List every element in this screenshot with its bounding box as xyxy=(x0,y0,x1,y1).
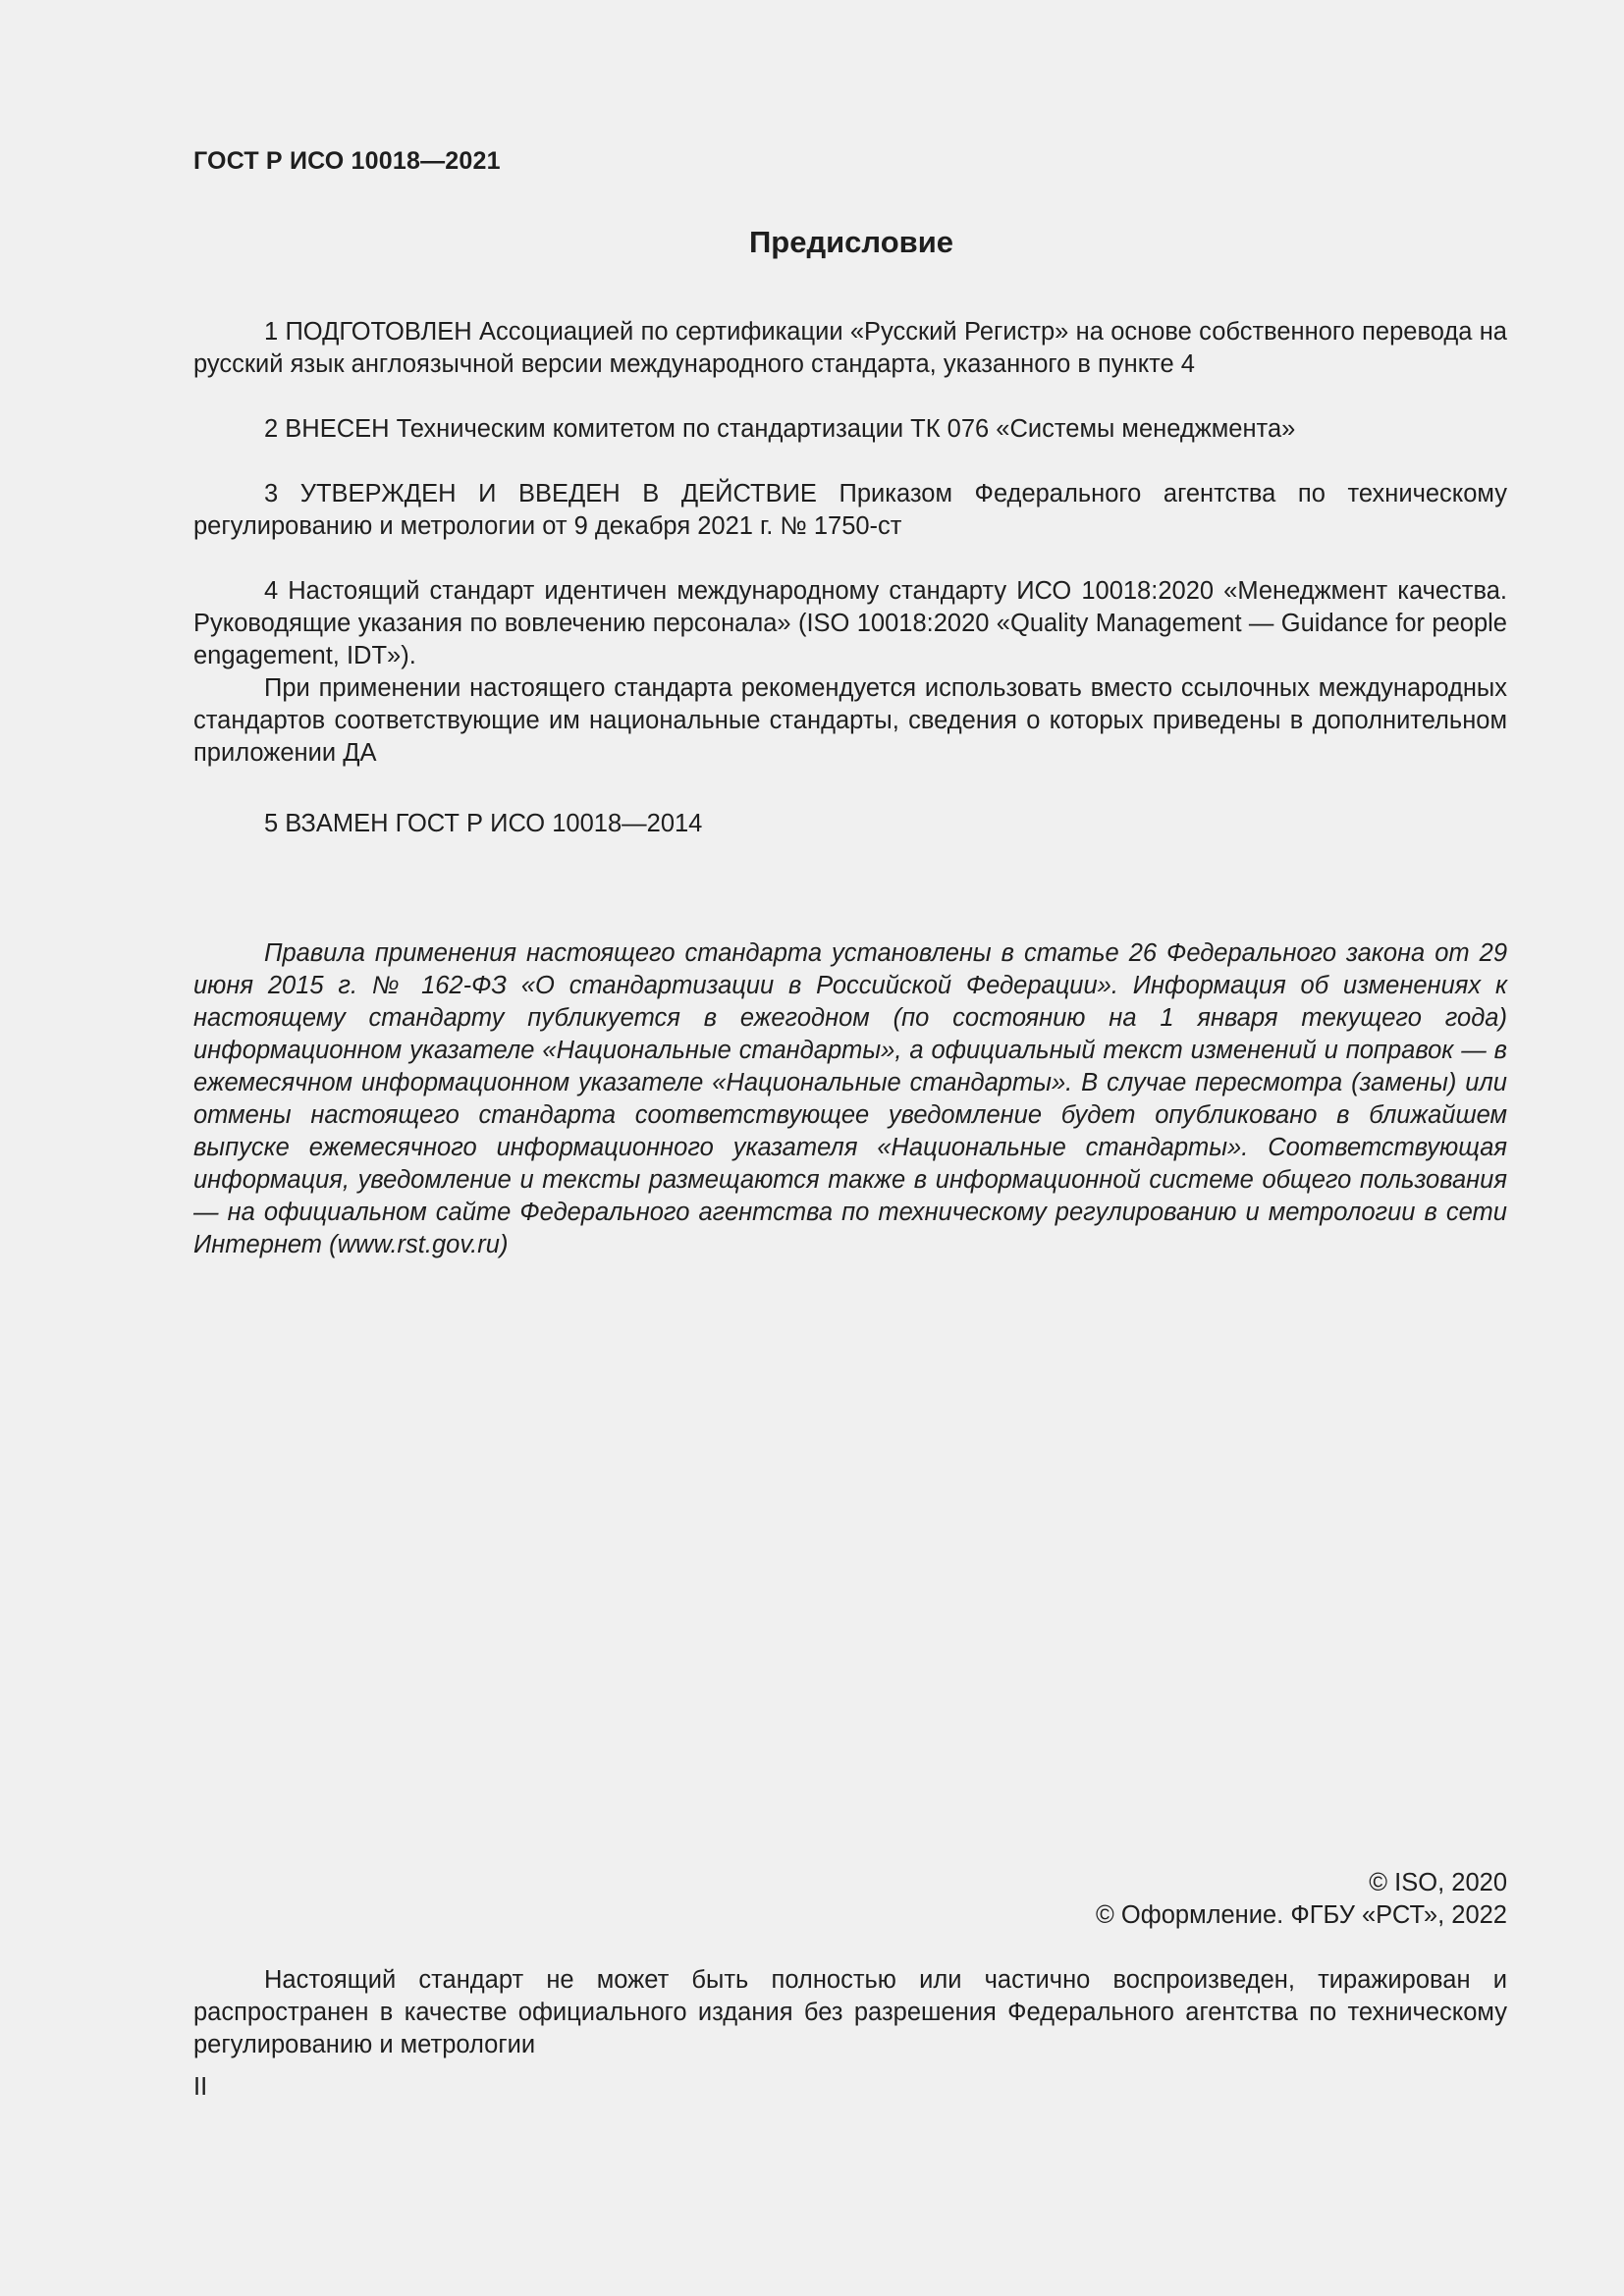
preface-item-3 xyxy=(193,478,1507,543)
preface-item-4-text: 4 Настоящий стандарт идентичен международному стандарту ИСО 10018:2020 «Менеджмент качества. Руководящие указания по вовлечению персонала» (ISO 10018:2020 «Quality Management — Guidance for people engagement, IDT»). xyxy=(193,577,1507,669)
preface-item-1 xyxy=(193,316,1507,381)
copyright-design: © Оформление. ФГБУ «РСТ», 2022 xyxy=(1096,1901,1507,1929)
reproduction-notice xyxy=(193,1964,1507,2061)
preface-item-5-text: 5 ВЗАМЕН ГОСТ Р ИСО 10018—2014 xyxy=(264,810,703,837)
application-rules-notice xyxy=(193,937,1507,1261)
preface-item-2-text: 2 ВНЕСЕН Техническим комитетом по стандартизации ТК 076 «Системы менеджмента» xyxy=(264,415,1296,443)
copyright-block xyxy=(193,1867,1507,1932)
application-rules-notice-text: Правила применения настоящего стандарта установлены в статье 26 Федерального закона от 29 июня 2015 г. № 162-ФЗ «О стандартизации в Российской Федерации». Информация об изменениях к настоящему стандарту публикуется в ежегодном (по состоянию на 1 января текущего года) информационном указателе «Национальные стандарты», а официальный текст изменений и поправок — в ежемесячном информационном указателе «Национальные стандарты». В случае пересмотра (замены) или отмены настоящего стандарта соответствующее уведомление будет опубликовано в ближайшем выпуске ежемесячного информационного указателя «Национальные стандарты». Соответствующая информация, уведомление и тексты размещаются также в информационной системе общего пользования — на официальном сайте Федерального агентства по техническому регулированию и метрологии в сети Интернет (www.rst.gov.ru) xyxy=(193,939,1507,1258)
preface-item-4-note: При применении настоящего стандарта рекомендуется использовать вместо ссылочных международных стандартов соответствующие им национальные стандарты, сведения о которых приведены в дополнительном приложении ДА xyxy=(193,674,1507,767)
copyright-iso: © ISO, 2020 xyxy=(1369,1869,1507,1896)
preface-item-4 xyxy=(193,575,1507,770)
preface-title: Предисловие xyxy=(748,225,953,259)
preface-item-3-text: 3 УТВЕРЖДЕН И ВВЕДЕН В ДЕЙСТВИЕ Приказом Федерального агентства по техническому регулированию и метрологии от 9 декабря 2021 г. № 1750-ст xyxy=(193,480,1507,540)
reproduction-notice-text: Настоящий стандарт не может быть полностью или частично воспроизведен, тиражирован и распространен в качестве официального издания без разрешения Федерального агентства по техническому регулированию и метрологии xyxy=(193,1966,1507,2058)
preface-item-2 xyxy=(193,413,1507,446)
document-code-header: ГОСТ Р ИСО 10018—2021 xyxy=(193,147,501,175)
preface-item-5 xyxy=(193,808,1507,840)
preface-item-1-text: 1 ПОДГОТОВЛЕН Ассоциацией по сертификации «Русский Регистр» на основе собственного перевода на русский язык англоязычной версии международного стандарта, указанного в пункте 4 xyxy=(193,318,1507,378)
page-number: II xyxy=(193,2073,208,2101)
